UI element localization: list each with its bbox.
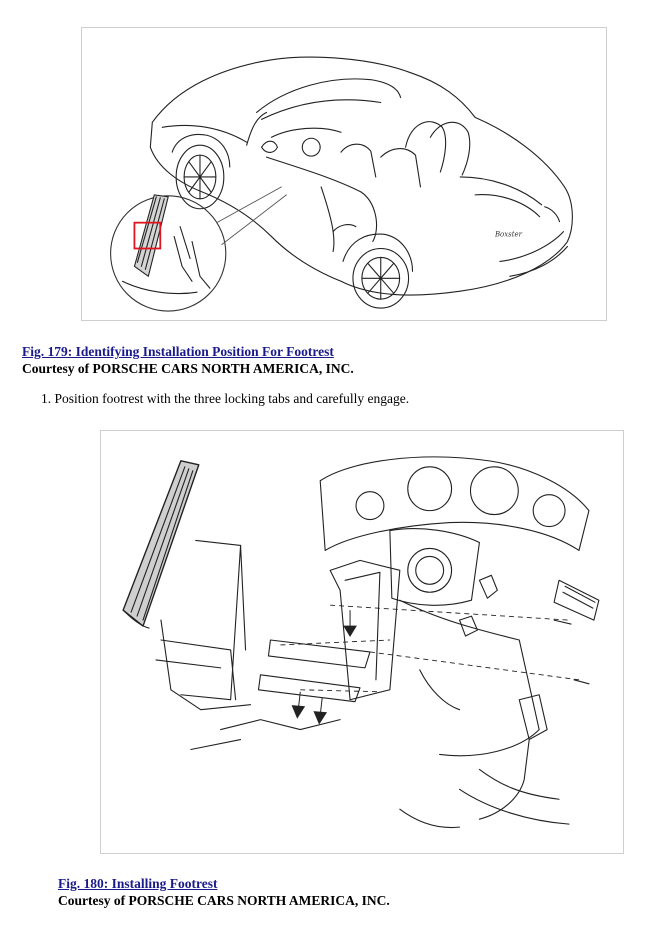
step-number: 1.	[41, 391, 52, 406]
step-text: Position footrest with the three locking tabs and carefully engage.	[54, 391, 410, 406]
figure-179-courtesy: Courtesy of PORSCHE CARS NORTH AMERICA, INC.	[22, 361, 354, 376]
figure-179-illustration	[81, 27, 607, 321]
figure-180-caption-link[interactable]: Fig. 180: Installing Footrest	[58, 876, 218, 891]
figure-179-caption-link[interactable]: Fig. 179: Identifying Installation Position For Footrest	[22, 344, 334, 359]
car-badge-text: Boxster	[494, 230, 522, 239]
car-line-drawing	[82, 28, 606, 320]
step-list-item	[41, 391, 409, 407]
footrest-installation-drawing	[101, 431, 623, 853]
figure-180-illustration	[100, 430, 624, 854]
figure-180-courtesy: Courtesy of PORSCHE CARS NORTH AMERICA, INC.	[58, 893, 390, 908]
